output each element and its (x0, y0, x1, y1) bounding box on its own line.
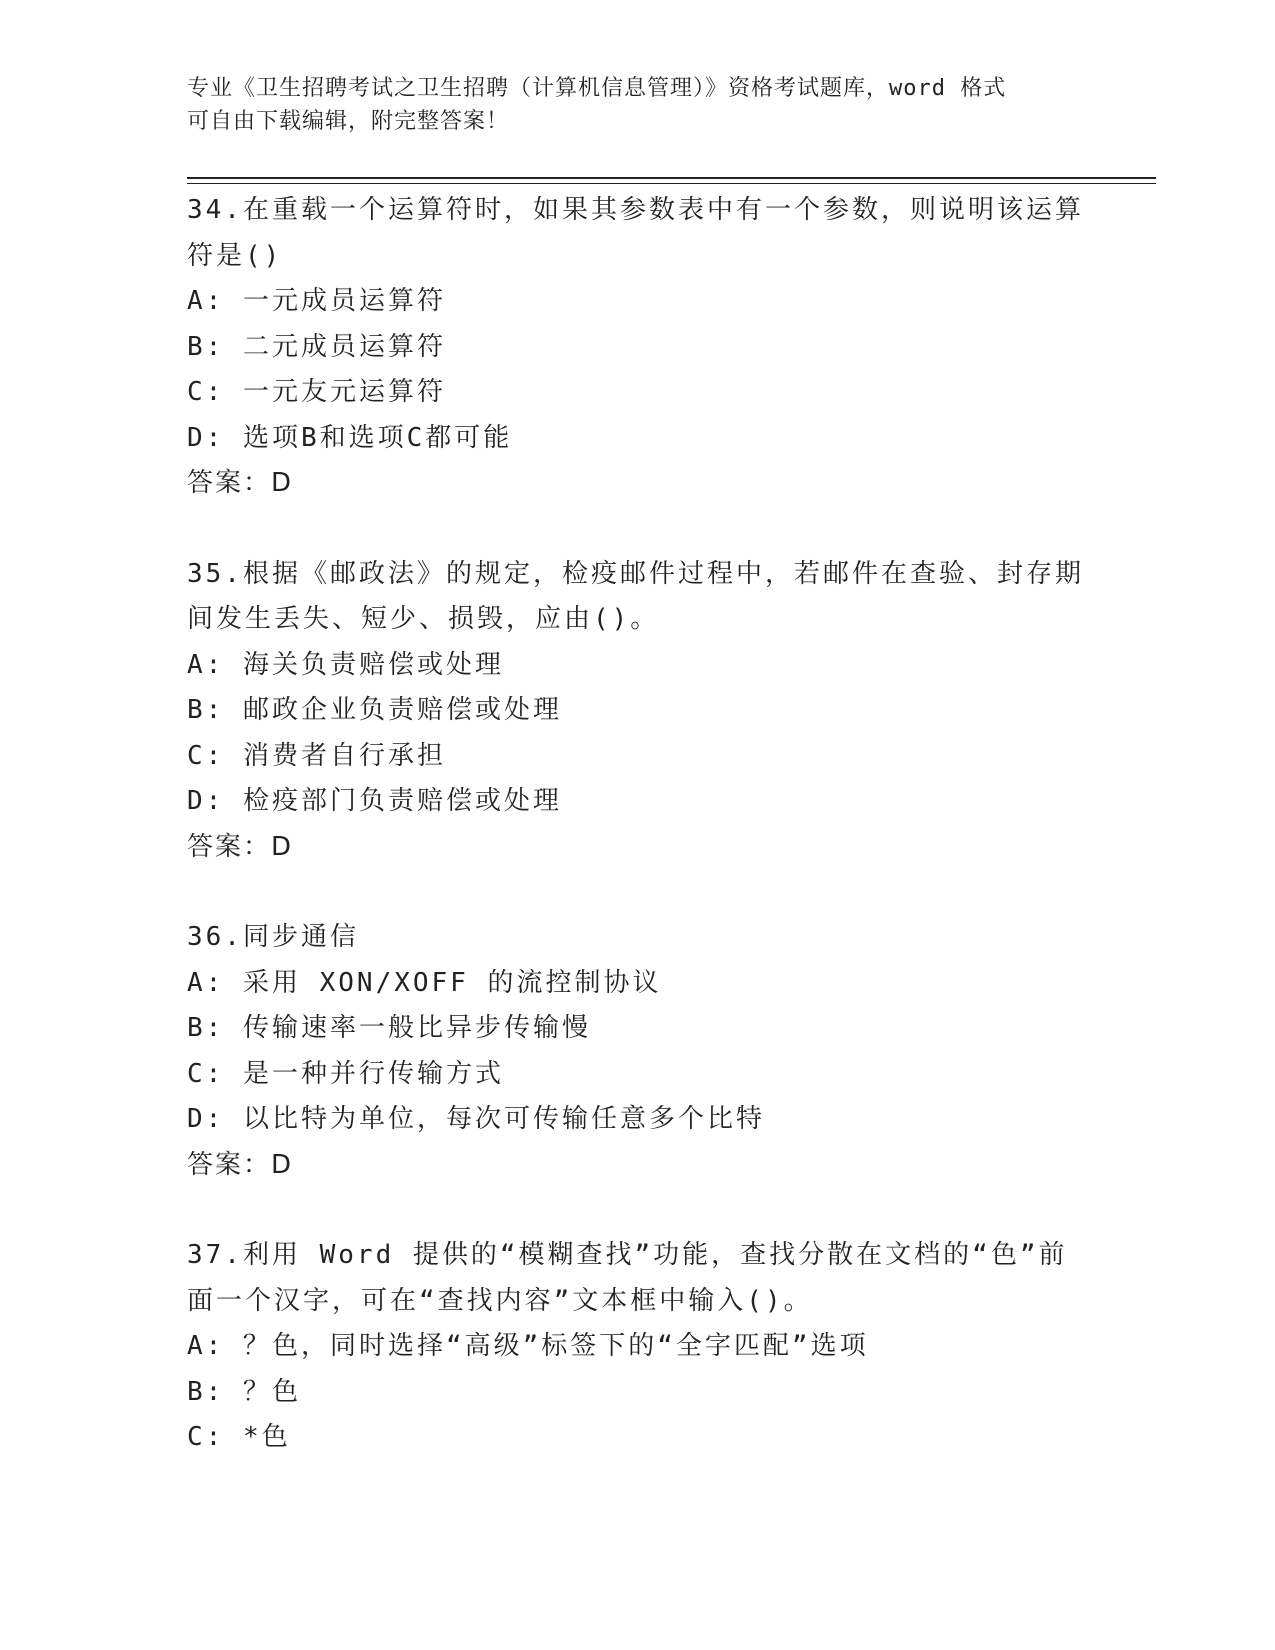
question-stem-line: 36.同步通信 (187, 922, 359, 952)
question-stem-line: 面一个汉字，可在“查找内容”文本框中输入()。 (187, 1285, 813, 1316)
option-b: B: 邮政企业负责赔偿或处理 (187, 695, 562, 725)
option-d: D: 检疫部门负责赔偿或处理 (187, 786, 562, 816)
answer: 答案：D (187, 831, 294, 862)
option-c: C: 一元友元运算符 (187, 377, 446, 407)
option-d: D: 以比特为单位，每次可传输任意多个比特 (187, 1104, 765, 1134)
option-c: C: 消费者自行承担 (187, 740, 446, 771)
option-b: B: 传输速率一般比异步传输慢 (187, 1013, 591, 1043)
answer: 答案：D (187, 1149, 294, 1180)
header-divider-thin (187, 183, 1156, 184)
option-c: C: *色 (187, 1422, 291, 1452)
question-stem-line: 35.根据《邮政法》的规定，检疫邮件过程中，若邮件在查验、封存期 (187, 558, 1084, 589)
option-a: A: 一元成员运算符 (187, 286, 446, 316)
option-c: C: 是一种并行传输方式 (187, 1058, 504, 1089)
question-stem-line: 符是() (187, 240, 283, 271)
header-line-2: 可自由下载编辑，附完整答案！ (187, 109, 510, 134)
answer: 答案：D (187, 468, 294, 498)
question-stem-line: 间发生丢失、短少、损毁，应由()。 (187, 604, 660, 634)
question-36 (187, 915, 1087, 1188)
question-stem-line: 37.利用 Word 提供的“模糊查找”功能，查找分散在文档的“色”前 (187, 1240, 1068, 1270)
question-stem-line: 34.在重载一个运算符时，如果其参数表中有一个参数，则说明该运算 (187, 195, 1084, 225)
option-a: A: 采用 XON/XOFF 的流控制协议 (187, 967, 662, 998)
document-header (187, 72, 1067, 138)
question-34 (187, 188, 1087, 507)
option-b: B: ？色 (187, 1376, 301, 1407)
header-line-1: 专业《卫生招聘考试之卫生招聘（计算机信息管理）》资格考试题库，word 格式 (187, 76, 1007, 101)
option-d: D: 选项B和选项C都可能 (187, 422, 513, 453)
option-a: A: ？色，同时选择“高级”标签下的“全字匹配”选项 (187, 1331, 869, 1361)
header-divider-thick (187, 177, 1156, 179)
question-37 (187, 1233, 1087, 1461)
question-35 (187, 552, 1087, 871)
option-a: A: 海关负责赔偿或处理 (187, 649, 504, 680)
question-list (187, 188, 1087, 1506)
option-b: B: 二元成员运算符 (187, 331, 446, 362)
